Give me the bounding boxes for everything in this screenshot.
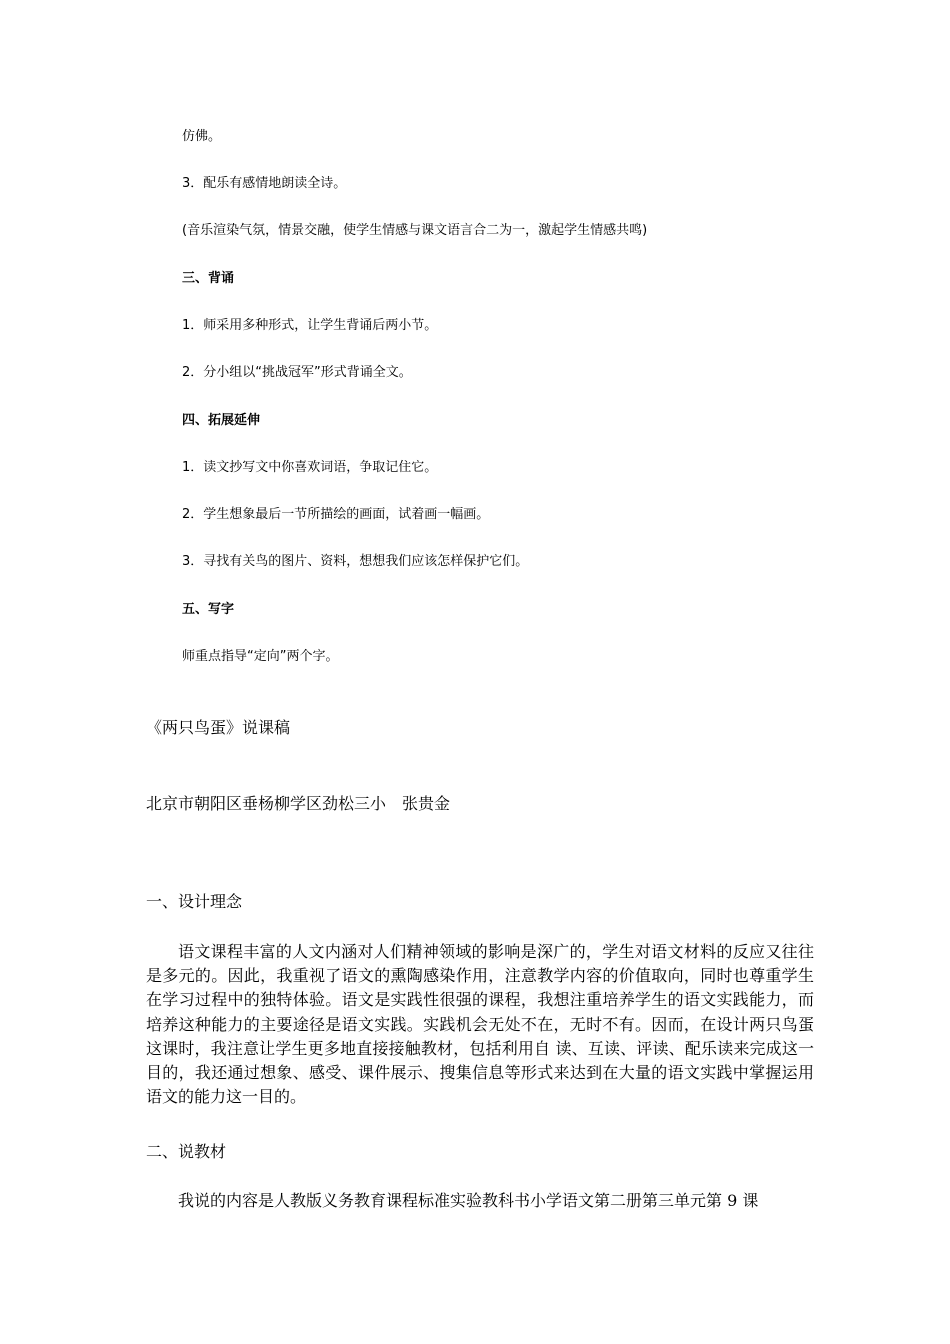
section-2-body: 我说的内容是人教版义务教育课程标准实验教科书小学语文第二册第三单元第 9 课 (178, 1191, 759, 1210)
section-5-heading: 五、写字 (182, 602, 235, 617)
section-3-heading: 三、背诵 (182, 271, 235, 286)
continuation-text: 仿佛。 (182, 129, 222, 144)
item-write: 师重点指导“定向”两个字。 (182, 649, 339, 664)
item-extend-1: 1．读文抄写文中你喜欢词语，争取记住它。 (182, 460, 438, 475)
item-recite-1: 1．师采用多种形式，让学生背诵后两小节。 (182, 318, 438, 333)
item-extend-3: 3．寻找有关鸟的图片、资料，想想我们应该怎样保护它们。 (182, 554, 529, 569)
item-extend-2: 2．学生想象最后一节所描绘的画面，试着画一幅画。 (182, 507, 490, 522)
talk-author: 北京市朝阳区垂杨柳学区劲松三小 张贵金 (146, 794, 451, 813)
section-4-heading: 四、拓展延伸 (182, 413, 261, 428)
teaching-note: (音乐渲染气氛，情景交融，使学生情感与课文语言合二为一，激起学生情感共鸣) (182, 223, 648, 238)
talk-title: 《两只鸟蛋》说课稿 (146, 718, 291, 737)
item-recite-2: 2．分小组以“挑战冠军”形式背诵全文。 (182, 365, 412, 380)
section-1-heading: 一、设计理念 (146, 892, 243, 911)
section-2-heading: 二、说教材 (146, 1142, 227, 1161)
item-read-3: 3．配乐有感情地朗读全诗。 (182, 176, 347, 191)
section-1-body: 语文课程丰富的人文内涵对人们精神领域的影响是深广的，学生对语文材料的反应又往往是多元的。因此，我重视了语文的熏陶感染作用，注意教学内容的价值取向，同时也尊重学生在学习过程中的独特体验。语文是实践性很强的课程，我想注重培养学生的语文实践能力，而培养这种能力的主要途径是语文实践。实践机会无处不在，无时不有。因而，在设计两只鸟蛋这课时，我注意让学生更多地直接接触教材，包括利用自 读、互读、评读、配乐读来完成这一目的，我还通过想象、感受、课件展示、搜集信息等形式来达到在大量的语文实践中掌握运用语文的能力这一目的。 (146, 942, 814, 1107)
